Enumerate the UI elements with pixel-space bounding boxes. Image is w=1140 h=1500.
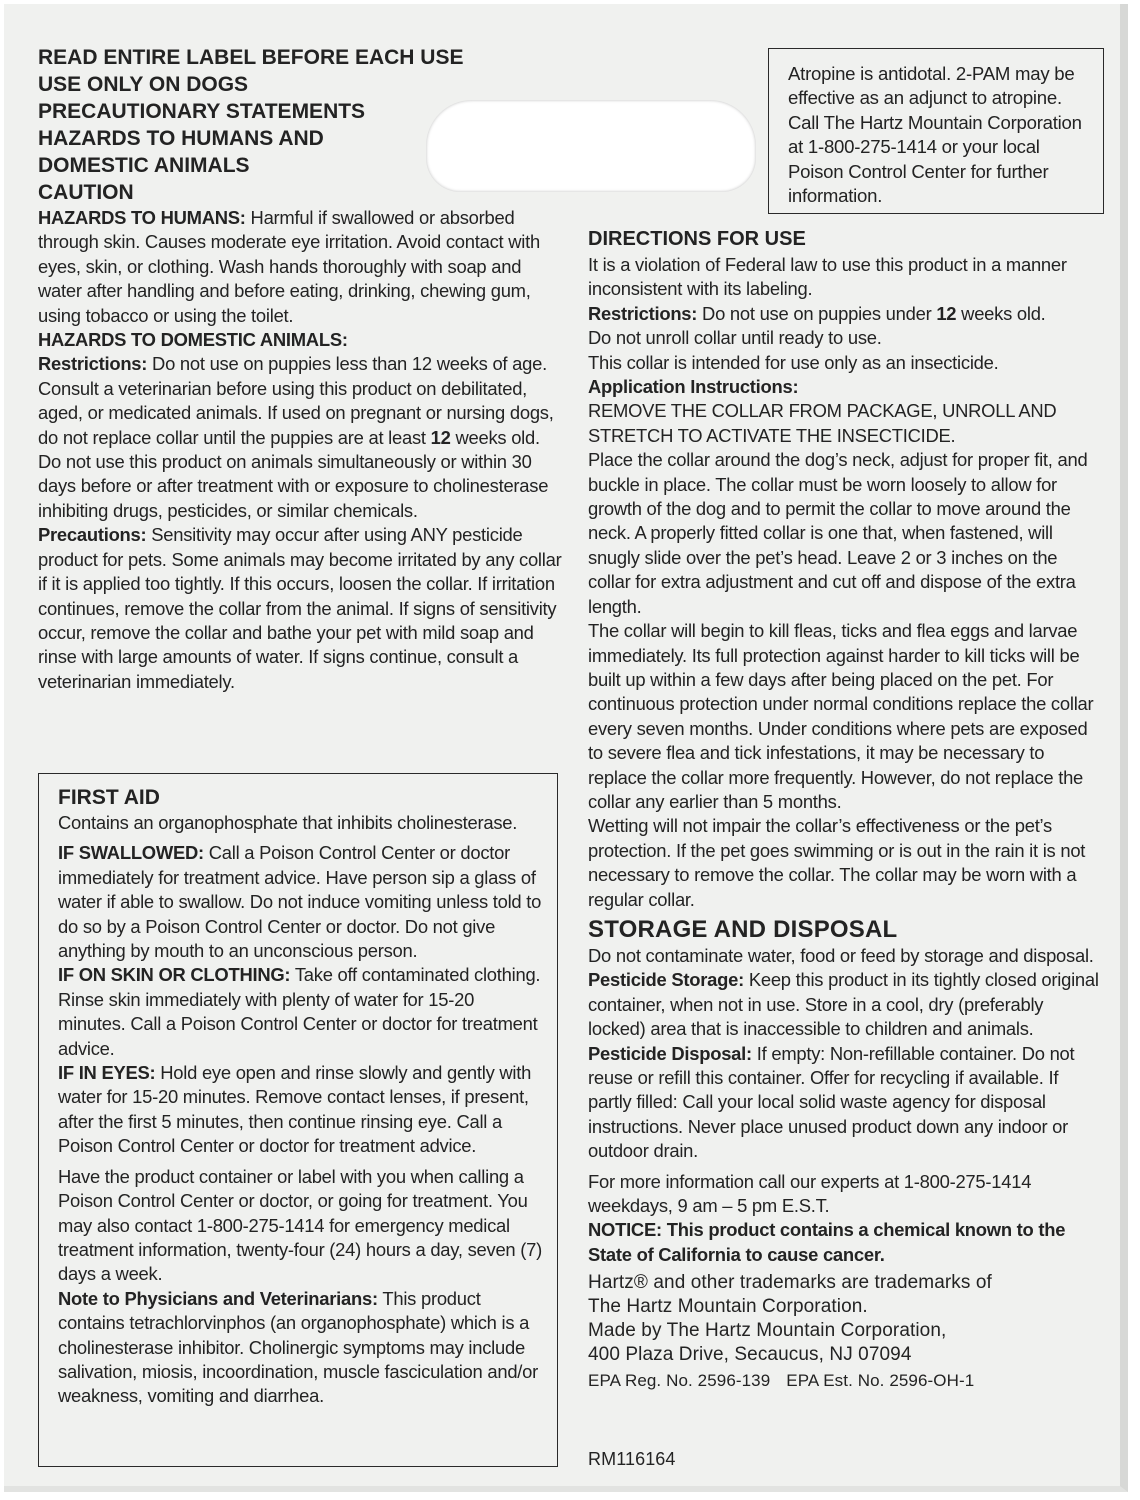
pesticide-disposal-label: Pesticide Disposal: <box>588 1042 752 1064</box>
antidote-text: Atropine is antidotal. 2-PAM may be effective as an adjunct to atropine. Call The Hartz Mountain Corporation at 1-800-275-1414 or your local Poison Control Center for further information. <box>788 63 1082 207</box>
restrictions-bold-number: 12 <box>430 426 451 448</box>
directions-restrictions-text: Do not use on puppies under <box>697 302 937 324</box>
if-on-skin-text: Take off contaminated clothing. Rinse skin immediately with plenty of water for 15-20 minutes. Call a Poison Control Center or doctor for treatment advice. <box>58 964 541 1059</box>
made-by-line-2: 400 Plaza Drive, Secaucus, NJ 07094 <box>588 1344 912 1366</box>
container-paragraph: Have the product container or label with you when calling a Poison Control Center or doctor, or going for treatment. You may also contact 1-800-275-1414 for emergency medical treatment information, twenty-four (24) hours a day, seven (7) days a week. <box>58 1165 542 1285</box>
if-on-skin-label: IF ON SKIN OR CLOTHING: <box>58 964 291 986</box>
label-header-2: USE ONLY ON DOGS <box>38 73 249 96</box>
hazards-domestic-heading: HAZARDS TO DOMESTIC ANIMALS: <box>38 329 348 351</box>
directions-restrictions-number: 12 <box>936 302 957 324</box>
directions-restrictions-end: weeks old. <box>956 302 1046 324</box>
pesticide-disposal-text: If empty: Non-refillable container. Do not reuse or refill this container. Offer for recycling if available. If partly filled: Call your local solid waste agency for disposal instructions. Never place unused product down any indoor or outdoor drain. <box>588 1042 1075 1162</box>
if-in-eyes-paragraph <box>58 1061 546 1159</box>
pesticide-storage-label: Pesticide Storage: <box>588 969 744 991</box>
directions-restrictions-paragraph <box>588 302 1103 326</box>
epa-numbers <box>588 1369 1103 1393</box>
notice-paragraph: NOTICE: This product contains a chemical known to the State of California to cause cancer. <box>588 1219 1066 1265</box>
left-column <box>38 44 568 694</box>
application-heading: Application Instructions: <box>588 376 799 398</box>
storage-intro: Do not contaminate water, food or feed by storage and disposal. <box>588 944 1094 966</box>
restrictions-paragraph <box>38 352 568 450</box>
restrictions-label: Restrictions: <box>38 353 148 375</box>
right-column <box>588 226 1103 1393</box>
simultaneous-paragraph: Do not use this product on animals simultaneously or within 30 days before or after treatment with or exposure to cholinesterase inhibiting drugs, pesticides, or similar chemicals. <box>38 451 549 521</box>
epa-reg-number: EPA Reg. No. 2596-139 <box>588 1371 771 1391</box>
kill-fleas-paragraph: The collar will begin to kill fleas, ticks and flea eggs and larvae immediately. Its full protection against harder to kill ticks will be built up within a few days after being placed on the pet. For continuous protection under normal conditions replace the collar every seven months. Under conditions where pets are exposed to severe flea and tick infestations, it may be necessary to replace the collar more frequently. However, do not replace the collar any earlier than 5 months. <box>588 620 1094 812</box>
place-collar-paragraph: Place the collar around the dog’s neck, adjust for proper fit, and buckle in place. The collar must be worn loosely to allow for growth of the dog and to permit the collar to move around the neck. A properly fitted collar is one that, when fastened, will snugly slide over the pet’s head. Leave 2 or 3 inches on the collar for extra adjustment and cut off and dispose of the extra length. <box>588 449 1088 617</box>
product-code: RM116164 <box>588 1449 676 1469</box>
trademark-line-1: Hartz® and other trademarks are trademarks of <box>588 1272 992 1294</box>
first-aid-intro: Contains an organophosphate that inhibits cholinesterase. <box>58 812 518 833</box>
label-header-3: PRECAUTIONARY STATEMENTS <box>38 100 366 123</box>
first-aid-heading: FIRST AID <box>58 786 160 809</box>
storage-paragraph <box>588 944 1103 1164</box>
trademark-line-2: The Hartz Mountain Corporation. <box>588 1296 868 1318</box>
if-in-eyes-label: IF IN EYES: <box>58 1062 156 1084</box>
note-physicians-label: Note to Physicians and Veterinarians: <box>58 1287 378 1309</box>
if-on-skin-paragraph <box>58 963 546 1061</box>
remove-collar-paragraph: REMOVE THE COLLAR FROM PACKAGE, UNROLL AND STRETCH TO ACTIVATE THE INSECTICIDE. <box>588 400 1057 446</box>
federal-law-paragraph: It is a violation of Federal law to use this product in a manner inconsistent with its labeling. <box>588 254 1067 300</box>
directions-restrictions-label: Restrictions: <box>588 302 698 324</box>
precautions-text: Sensitivity may occur after using ANY pesticide product for pets. Some animals may become irritated by any collar if it is applied too tightly. If this occurs, loosen the collar. If irritation continues, remove the collar from the animal. If signs of sensitivity occur, remove the collar and bathe your pet with mild soap and rinse with large amounts of water. If signs continue, consult a veterinarian immediately. <box>38 524 562 692</box>
pesticide-storage-text: Keep this product in its tightly closed original container, when not in use. Store in a cool, dry (preferably locked) area that is inaccessible to children and animals. <box>588 969 1099 1040</box>
antidote-content <box>788 62 1094 208</box>
wetting-paragraph: Wetting will not impair the collar’s effectiveness or the pet’s protection. If the pet goes swimming or is out in the rain it is not necessary to remove the collar. The collar may be worn with a regular collar. <box>588 815 1086 910</box>
unroll-paragraph: Do not unroll collar until ready to use. <box>588 327 882 349</box>
hazards-humans-text: Harmful if swallowed or absorbed through skin. Causes moderate eye irritation. Avoid contact with eyes, skin, or clothing. Wash hands thoroughly with soap and water after handling and before eating, drinking, chewing gum, using tobacco or using the toilet. <box>38 207 540 326</box>
if-swallowed-text: Call a Poison Control Center or doctor immediately for treatment advice. Have person sip a glass of water if able to swallow. Do not induce vomiting unless told to do so by a Poison Control Center or doctor. Do not give anything by mouth to an unconscious person. <box>58 842 542 962</box>
note-physicians-paragraph <box>58 1287 546 1409</box>
epa-est-number: EPA Est. No. 2596-OH-1 <box>786 1371 975 1391</box>
label-header-4: HAZARDS TO HUMANS AND <box>38 127 324 150</box>
restrictions-text: Do not use on puppies less than 12 weeks of age. Consult a veterinarian before using this product on debilitated, aged, or medicated animals. If used on pregnant or nursing dogs, do not replace collar until the puppies are at least <box>38 353 554 448</box>
if-swallowed-label: IF SWALLOWED: <box>58 842 204 864</box>
label-header-1: READ ENTIRE LABEL BEFORE EACH USE <box>38 46 464 69</box>
label-header-6: CAUTION <box>38 181 134 204</box>
directions-heading: DIRECTIONS FOR USE <box>588 228 806 250</box>
label-header-5: DOMESTIC ANIMALS <box>38 154 250 177</box>
if-in-eyes-text: Hold eye open and rinse slowly and gently with water for 15-20 minutes. Remove contact lenses, if present, after the first 5 minutes, then continue rinsing eye. Call a Poison Control Center or doctor for treatment advice. <box>58 1062 532 1157</box>
hazards-humans-label: HAZARDS TO HUMANS: <box>38 207 246 228</box>
storage-heading: STORAGE AND DISPOSAL <box>588 915 898 943</box>
more-info-paragraph: For more information call our experts at 1-800-275-1414 weekdays, 9 am – 5 pm E.S.T. <box>588 1170 1032 1217</box>
first-aid-content <box>58 784 546 1409</box>
hazards-humans-paragraph <box>38 206 568 328</box>
if-swallowed-paragraph <box>58 841 546 963</box>
precautions-label: Precautions: <box>38 524 147 546</box>
restrictions-end: weeks old. <box>450 426 540 448</box>
precautions-paragraph <box>38 523 568 694</box>
made-by-line-1: Made by The Hartz Mountain Corporation, <box>588 1320 947 1342</box>
insecticide-paragraph: This collar is intended for use only as an insecticide. <box>588 351 999 373</box>
note-physicians-text: This product contains tetrachlorvinphos (an organophosphate) which is a cholinesterase inhibitor. Cholinergic symptoms may include salivation, miosis, incoordination, muscle fasciculation and/or weakness, vomiting and diarrhea. <box>58 1287 539 1407</box>
